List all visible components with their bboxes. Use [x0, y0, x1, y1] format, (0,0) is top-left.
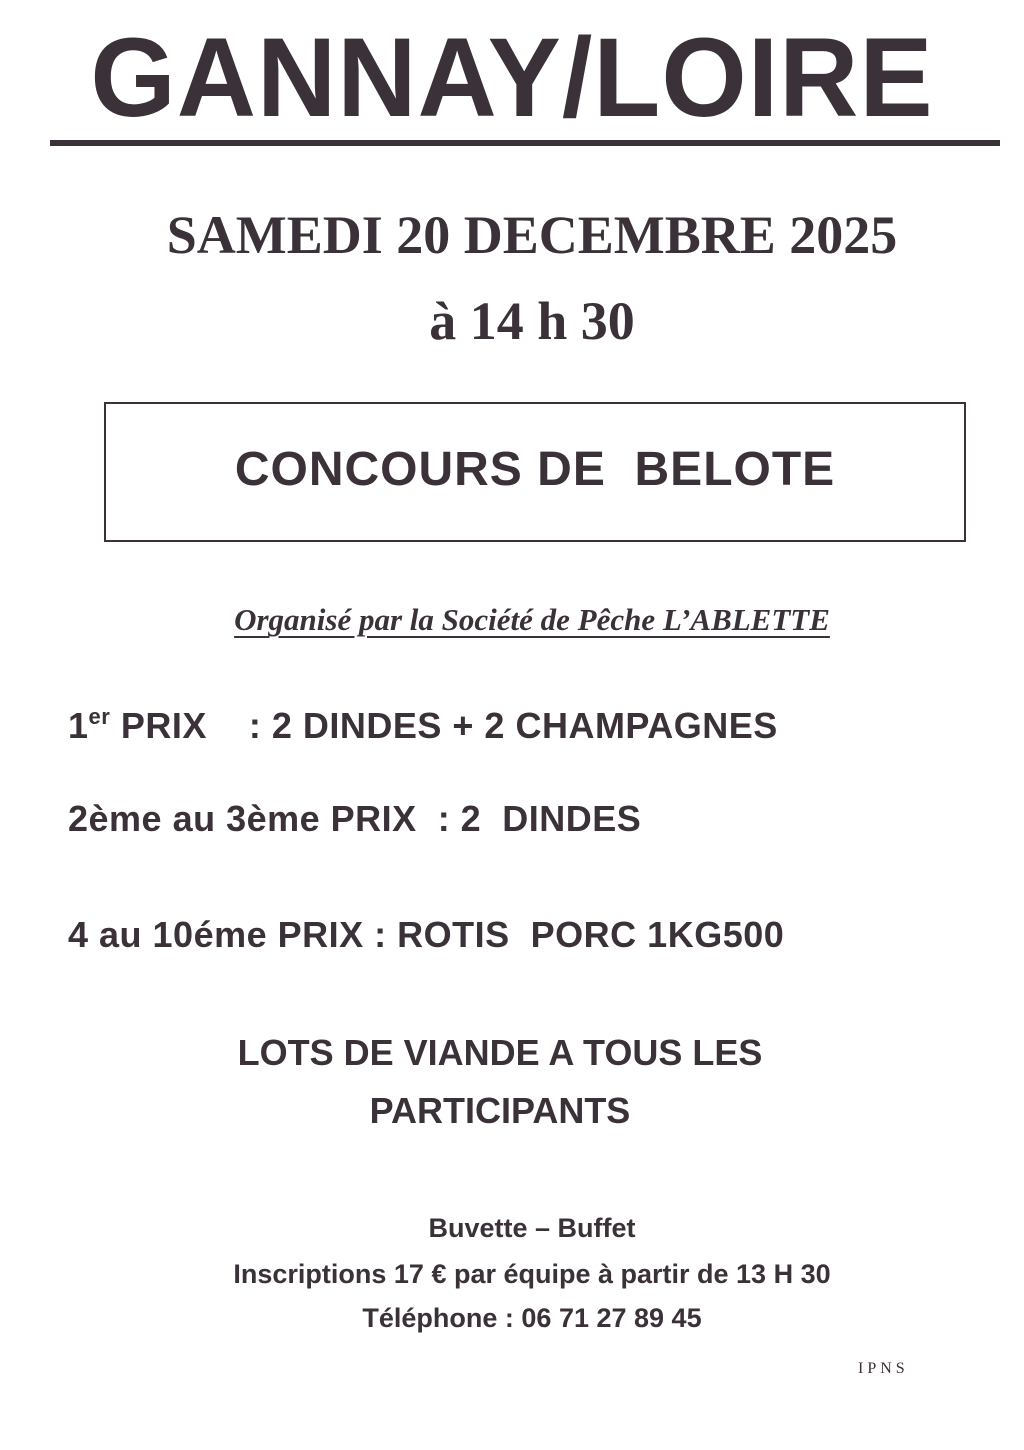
prize-first-label: PRIX : 2 DINDES + 2 CHAMPAGNES	[110, 705, 778, 746]
prize-second-third: 2ème au 3ème PRIX : 2 DINDES	[68, 798, 642, 839]
lots-line-1: LOTS DE VIANDE A TOUS LES	[237, 1032, 763, 1073]
organizer-line: Organisé par la Société de Pêche L’ABLETTE	[234, 602, 830, 637]
prize-fourth-tenth: 4 au 10éme PRIX : ROTIS PORC 1KG500	[68, 914, 785, 955]
poster-title: GANNAY/LOIRE	[90, 15, 934, 140]
title-underline	[50, 140, 1000, 146]
inscriptions-line: Inscriptions 17 € par équipe à partir de 13 H 30	[233, 1259, 831, 1289]
ipns-mark: IPNS	[858, 1360, 909, 1377]
prize-first	[68, 694, 778, 749]
event-time: à 14 h 30	[429, 291, 635, 351]
prize-first-rank: 1	[68, 705, 89, 746]
lots-line-2: PARTICIPANTS	[369, 1090, 631, 1131]
telephone-line: Téléphone : 06 71 27 89 45	[362, 1303, 702, 1333]
prize-first-rank-suffix: er	[88, 704, 111, 729]
event-date: SAMEDI 20 DECEMBRE 2025	[166, 205, 898, 265]
event-name: CONCOURS DE BELOTE	[234, 443, 836, 496]
buvette-line: Buvette – Buffet	[428, 1213, 636, 1243]
